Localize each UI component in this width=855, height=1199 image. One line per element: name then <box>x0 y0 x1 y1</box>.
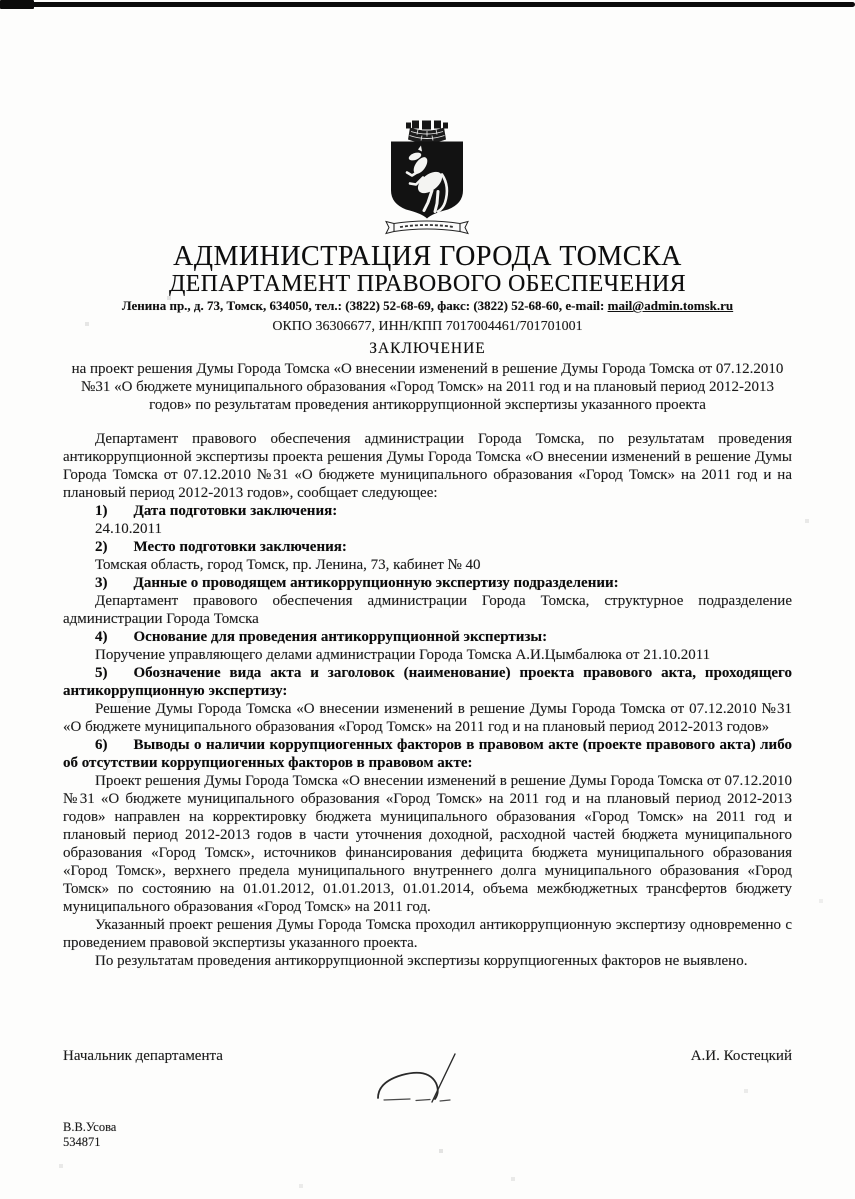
scan-edge-blob <box>0 0 34 9</box>
contact-line <box>0 298 855 314</box>
email-link[interactable]: mail@admin.tomsk.ru <box>607 298 734 313</box>
item-1-heading-text: Дата подготовки заключения: <box>133 503 338 519</box>
item-6-body-1: Проект решения Думы Города Томска «О внесении изменений в решение Думы Города Томска от 07.12.2010 №31 «О бюджете муниципального образования «Город Томск» на 2011 год и на плановый период 2012-2013 годов» направлен на корректировку бюджета муниципального образования «Город Томск» на 2011 год и плановый период 2012-2013 годов в части уточнения доходной, расходной частей бюджета муниципального образования «Город Томск», источников финансирования дефицита бюджета муниципального образования «Город Томск», верхнего предела муниципального внутреннего долга муниципального образования «Город Томск» по состоянию на 01.01.2012, 01.01.2013, 01.01.2014, объема межбюджетных трансфертов бюджету муниципального образования «Город Томск» на 2011 год. <box>63 773 792 915</box>
executor-block <box>63 1120 116 1150</box>
item-5-number: 5) <box>95 665 108 681</box>
item-1-number: 1) <box>95 503 108 519</box>
address-text: Ленина пр., д. 73, Томск, 634050, тел.: (3822) 52-68-69, факс: (3822) 52-68-60, e-mail: <box>121 298 608 313</box>
item-1-body: 24.10.2011 <box>95 521 162 537</box>
department-name: ДЕПАРТАМЕНТ ПРАВОВОГО ОБЕСПЕЧЕНИЯ <box>169 271 686 297</box>
item-5-heading <box>63 664 792 700</box>
scan-edge-artifact <box>0 2 855 7</box>
mural-crown-icon <box>406 121 448 144</box>
item-3-heading-text: Данные о проводящем антикоррупционную экспертизу подразделении: <box>133 575 619 591</box>
signer-position-title: Начальник департамента <box>63 1048 223 1064</box>
handwritten-signature-icon <box>370 1050 480 1108</box>
item-4-heading-text: Основание для проведения антикоррупционной экспертизы: <box>133 629 548 645</box>
item-1-heading <box>63 502 792 520</box>
item-6-heading <box>63 736 792 772</box>
document-body <box>63 430 792 970</box>
item-6-body-2: Указанный проект решения Думы Города Томска проходил антикоррупционную экспертизу одновременно с проведением правовой экспертизы указанного проекта. <box>63 917 792 951</box>
item-2-heading-text: Место подготовки заключения: <box>133 539 347 555</box>
item-6-heading-text: Выводы о наличии коррупциогенных факторов в правовом акте (проекте правового акта) либо об отсутствии коррупциогенных факторов в правовом акте: <box>63 737 792 771</box>
scan-noise-specks <box>0 0 2 2</box>
item-3-number: 3) <box>95 575 108 591</box>
item-3-heading <box>63 574 792 592</box>
item-3-body: Департамент правового обеспечения администрации Города Томска, структурное подразделение администрации Города Томска <box>63 593 792 627</box>
coat-of-arms-svg <box>382 120 472 236</box>
signer-name: А.И. Костецкий <box>690 1048 792 1064</box>
executor-phone: 534871 <box>63 1135 101 1149</box>
item-5-body: Решение Думы Города Томска «О внесении изменений в решение Думы Города Томска от 07.12.2010 №31 «О бюджете муниципального образования «Город Томск» на 2011 год и на плановый период 2012-2013 годов» <box>63 701 792 735</box>
tomsk-coat-of-arms-icon <box>382 120 472 236</box>
item-2-number: 2) <box>95 539 108 555</box>
document-subtitle: на проект решения Думы Города Томска «О внесении изменений в решение Думы Города Томска от 07.12.2010 №31 «О бюджете муниципального образования «Город Томск» на 2011 год и на плановый период 2012-2013 годов» по результатам проведения антикоррупционной экспертизы указанного проекта <box>71 361 784 413</box>
item-4-heading <box>63 628 792 646</box>
item-4-number: 4) <box>95 629 108 645</box>
motto-ribbon-icon <box>386 221 468 234</box>
item-2-body: Томская область, город Томск, пр. Ленина, 73, кабинет № 40 <box>95 557 481 573</box>
item-6-body-3: По результатам проведения антикоррупционной экспертизы коррупциогенных факторов не выявлено. <box>95 953 748 969</box>
item-5-heading-text: Обозначение вида акта и заголовок (наименование) проекта правового акта, проходящего антикоррупционную экспертизу: <box>63 665 792 699</box>
item-4-body: Поручение управляющего делами администрации Города Томска А.И.Цымбалюка от 21.10.2011 <box>95 647 711 663</box>
item-2-heading <box>63 538 792 556</box>
item-6-number: 6) <box>95 737 108 753</box>
registration-codes: ОКПО 36306677, ИНН/КПП 7017004461/701701001 <box>272 319 583 334</box>
organization-name: АДМИНИСТРАЦИЯ ГОРОДА ТОМСКА <box>173 241 682 272</box>
document-title: ЗАКЛЮЧЕНИЕ <box>369 340 486 357</box>
executor-name: В.В.Усова <box>63 1120 117 1134</box>
intro-paragraph: Департамент правового обеспечения администрации Города Томска, по результатам проведения антикоррупционной экспертизы проекта решения Думы Города Томска «О внесении изменений в решение Думы Города Томска от 07.12.2010 №31 «О бюджете муниципального образования «Город Томск» на 2011 год и на плановый период 2012-2013 годов», сообщает следующее: <box>63 431 792 501</box>
